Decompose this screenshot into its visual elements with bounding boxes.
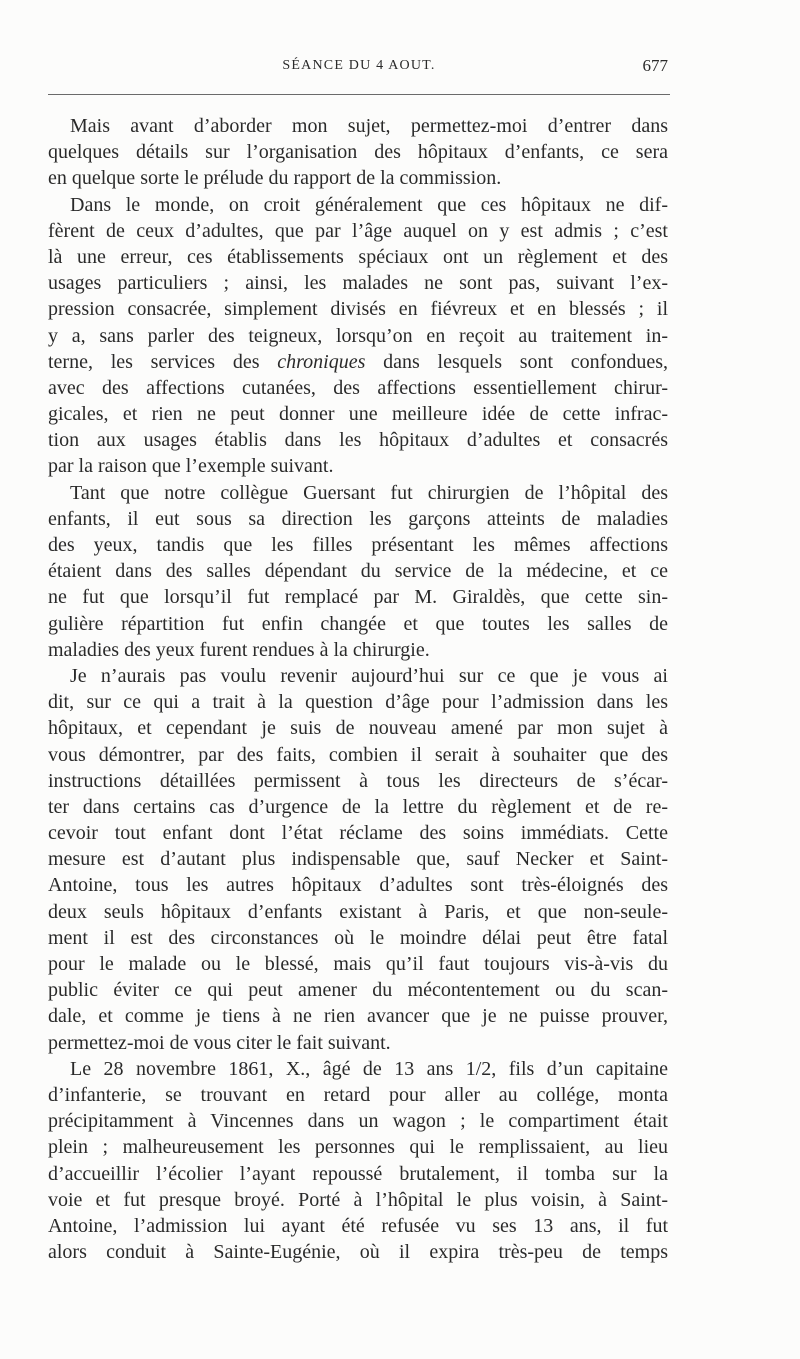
text-line: tion aux usages établis dans les hôpitaux d’adultes et consacrés: [48, 429, 668, 452]
text-line: y a, sans parler des teigneux, lorsqu’on en reçoit au traitement in-: [48, 324, 668, 347]
text-line: usages particuliers ; ainsi, les malades ne sont pas, suivant l’ex-: [48, 272, 668, 295]
header-rule: [48, 94, 670, 95]
text-line: dale, et comme je tiens à ne rien avancer que je ne puisse prouver,: [48, 1005, 668, 1028]
text-line: fèrent de ceux d’adultes, que par l’âge auquel on y est admis ; c’est: [48, 219, 668, 242]
text-line: quelques détails sur l’organisation des hôpitaux d’enfants, ce sera: [48, 141, 668, 164]
text-line: Mais avant d’aborder mon sujet, permettez-moi d’entrer dans: [70, 115, 668, 137]
italic-word: chroniques: [277, 350, 366, 373]
text-line: étaient dans des salles dépendant du service de la médecine, et ce: [48, 560, 668, 583]
text-line: par la raison que l’exemple suivant.: [48, 455, 334, 478]
body-text: [48, 113, 668, 1265]
text-line: maladies des yeux furent rendues à la chirurgie.: [48, 638, 430, 661]
text-line: des yeux, tandis que les filles présentant les mêmes affections: [48, 534, 668, 556]
text-line: plein ; malheureusement les personnes qui le remplissaient, au lieu: [48, 1136, 668, 1159]
text-line: Le 28 novembre 1861, X., âgé de 13 ans 1/2, fils d’un capitaine: [70, 1057, 668, 1080]
text-line: ment il est des circonstances où le moindre délai peut être fatal: [48, 926, 668, 949]
text-line-segment: dans lesquels sont confondues,: [365, 350, 668, 373]
text-line: ter dans certains cas d’urgence de la lettre du règlement et de re-: [48, 795, 668, 818]
text-line: là une erreur, ces établissements spéciaux ont un règlement et des: [48, 245, 668, 268]
text-line: permettez-moi de vous citer le fait suivant.: [48, 1031, 391, 1054]
running-title: SÉANCE DU 4 AOUT.: [282, 58, 436, 73]
text-line-segment: terne, les services des: [48, 350, 278, 373]
text-line: [48, 349, 668, 375]
text-line: alors conduit à Sainte-Eugénie, où il expira très-peu de temps: [48, 1241, 668, 1264]
page-number: 677: [642, 56, 668, 75]
text-line: vous démontrer, par des faits, combien il serait à souhaiter que des: [48, 743, 668, 766]
text-line: gicales, et rien ne peut donner une meilleure idée de cette infrac-: [48, 403, 668, 426]
text-line: instructions détaillées permissent à tous les directeurs de s’écar-: [48, 769, 668, 792]
text-line: public éviter ce qui peut amener du mécontentement ou du scan-: [48, 979, 668, 1002]
text-line: dit, sur ce qui a trait à la question d’âge pour l’admission dans les: [48, 691, 668, 714]
text-line: enfants, il eut sous sa direction les garçons atteints de maladies: [48, 507, 668, 530]
text-line: pression consacrée, simplement divisés en fiévreux et en blessés ; il: [48, 298, 668, 321]
text-line: en quelque sorte le prélude du rapport de la commission.: [48, 167, 502, 190]
text-line: ne fut que lorsqu’il fut remplacé par M. Giraldès, que cette sin-: [48, 586, 668, 609]
running-head: [48, 58, 670, 84]
text-line: gulière répartition fut enfin changée et que toutes les salles de: [48, 612, 668, 635]
text-line: d’accueillir l’écolier l’ayant repoussé brutalement, il tomba sur la: [48, 1162, 668, 1185]
text-line: Tant que notre collègue Guersant fut chirurgien de l’hôpital des: [70, 481, 668, 504]
text-line: voie et fut presque broyé. Porté à l’hôpital le plus voisin, à Saint-: [48, 1188, 668, 1211]
text-line: d’infanterie, se trouvant en retard pour aller au collége, monta: [48, 1083, 668, 1106]
text-line: mesure est d’autant plus indispensable que, sauf Necker et Saint-: [48, 848, 668, 871]
text-line: pour le malade ou le blessé, mais qu’il faut toujours vis-à-vis du: [48, 953, 668, 975]
text-line: Antoine, l’admission lui ayant été refusée vu ses 13 ans, il fut: [48, 1214, 668, 1237]
text-line: Je n’aurais pas voulu revenir aujourd’hui sur ce que je vous ai: [70, 664, 668, 687]
text-line: avec des affections cutanées, des affections essentiellement chirur-: [48, 376, 668, 399]
text-line: cevoir tout enfant dont l’état réclame des soins immédiats. Cette: [48, 822, 668, 845]
text-line: précipitamment à Vincennes dans un wagon ; le compartiment était: [48, 1110, 668, 1133]
text-line: Antoine, tous les autres hôpitaux d’adultes sont très-éloignés des: [48, 874, 668, 897]
text-line: deux seuls hôpitaux d’enfants existant à Paris, et que non-seule-: [48, 900, 668, 923]
text-line: Dans le monde, on croit généralement que ces hôpitaux ne dif-: [70, 193, 668, 216]
text-line: hôpitaux, et cependant je suis de nouveau amené par mon sujet à: [48, 717, 668, 740]
